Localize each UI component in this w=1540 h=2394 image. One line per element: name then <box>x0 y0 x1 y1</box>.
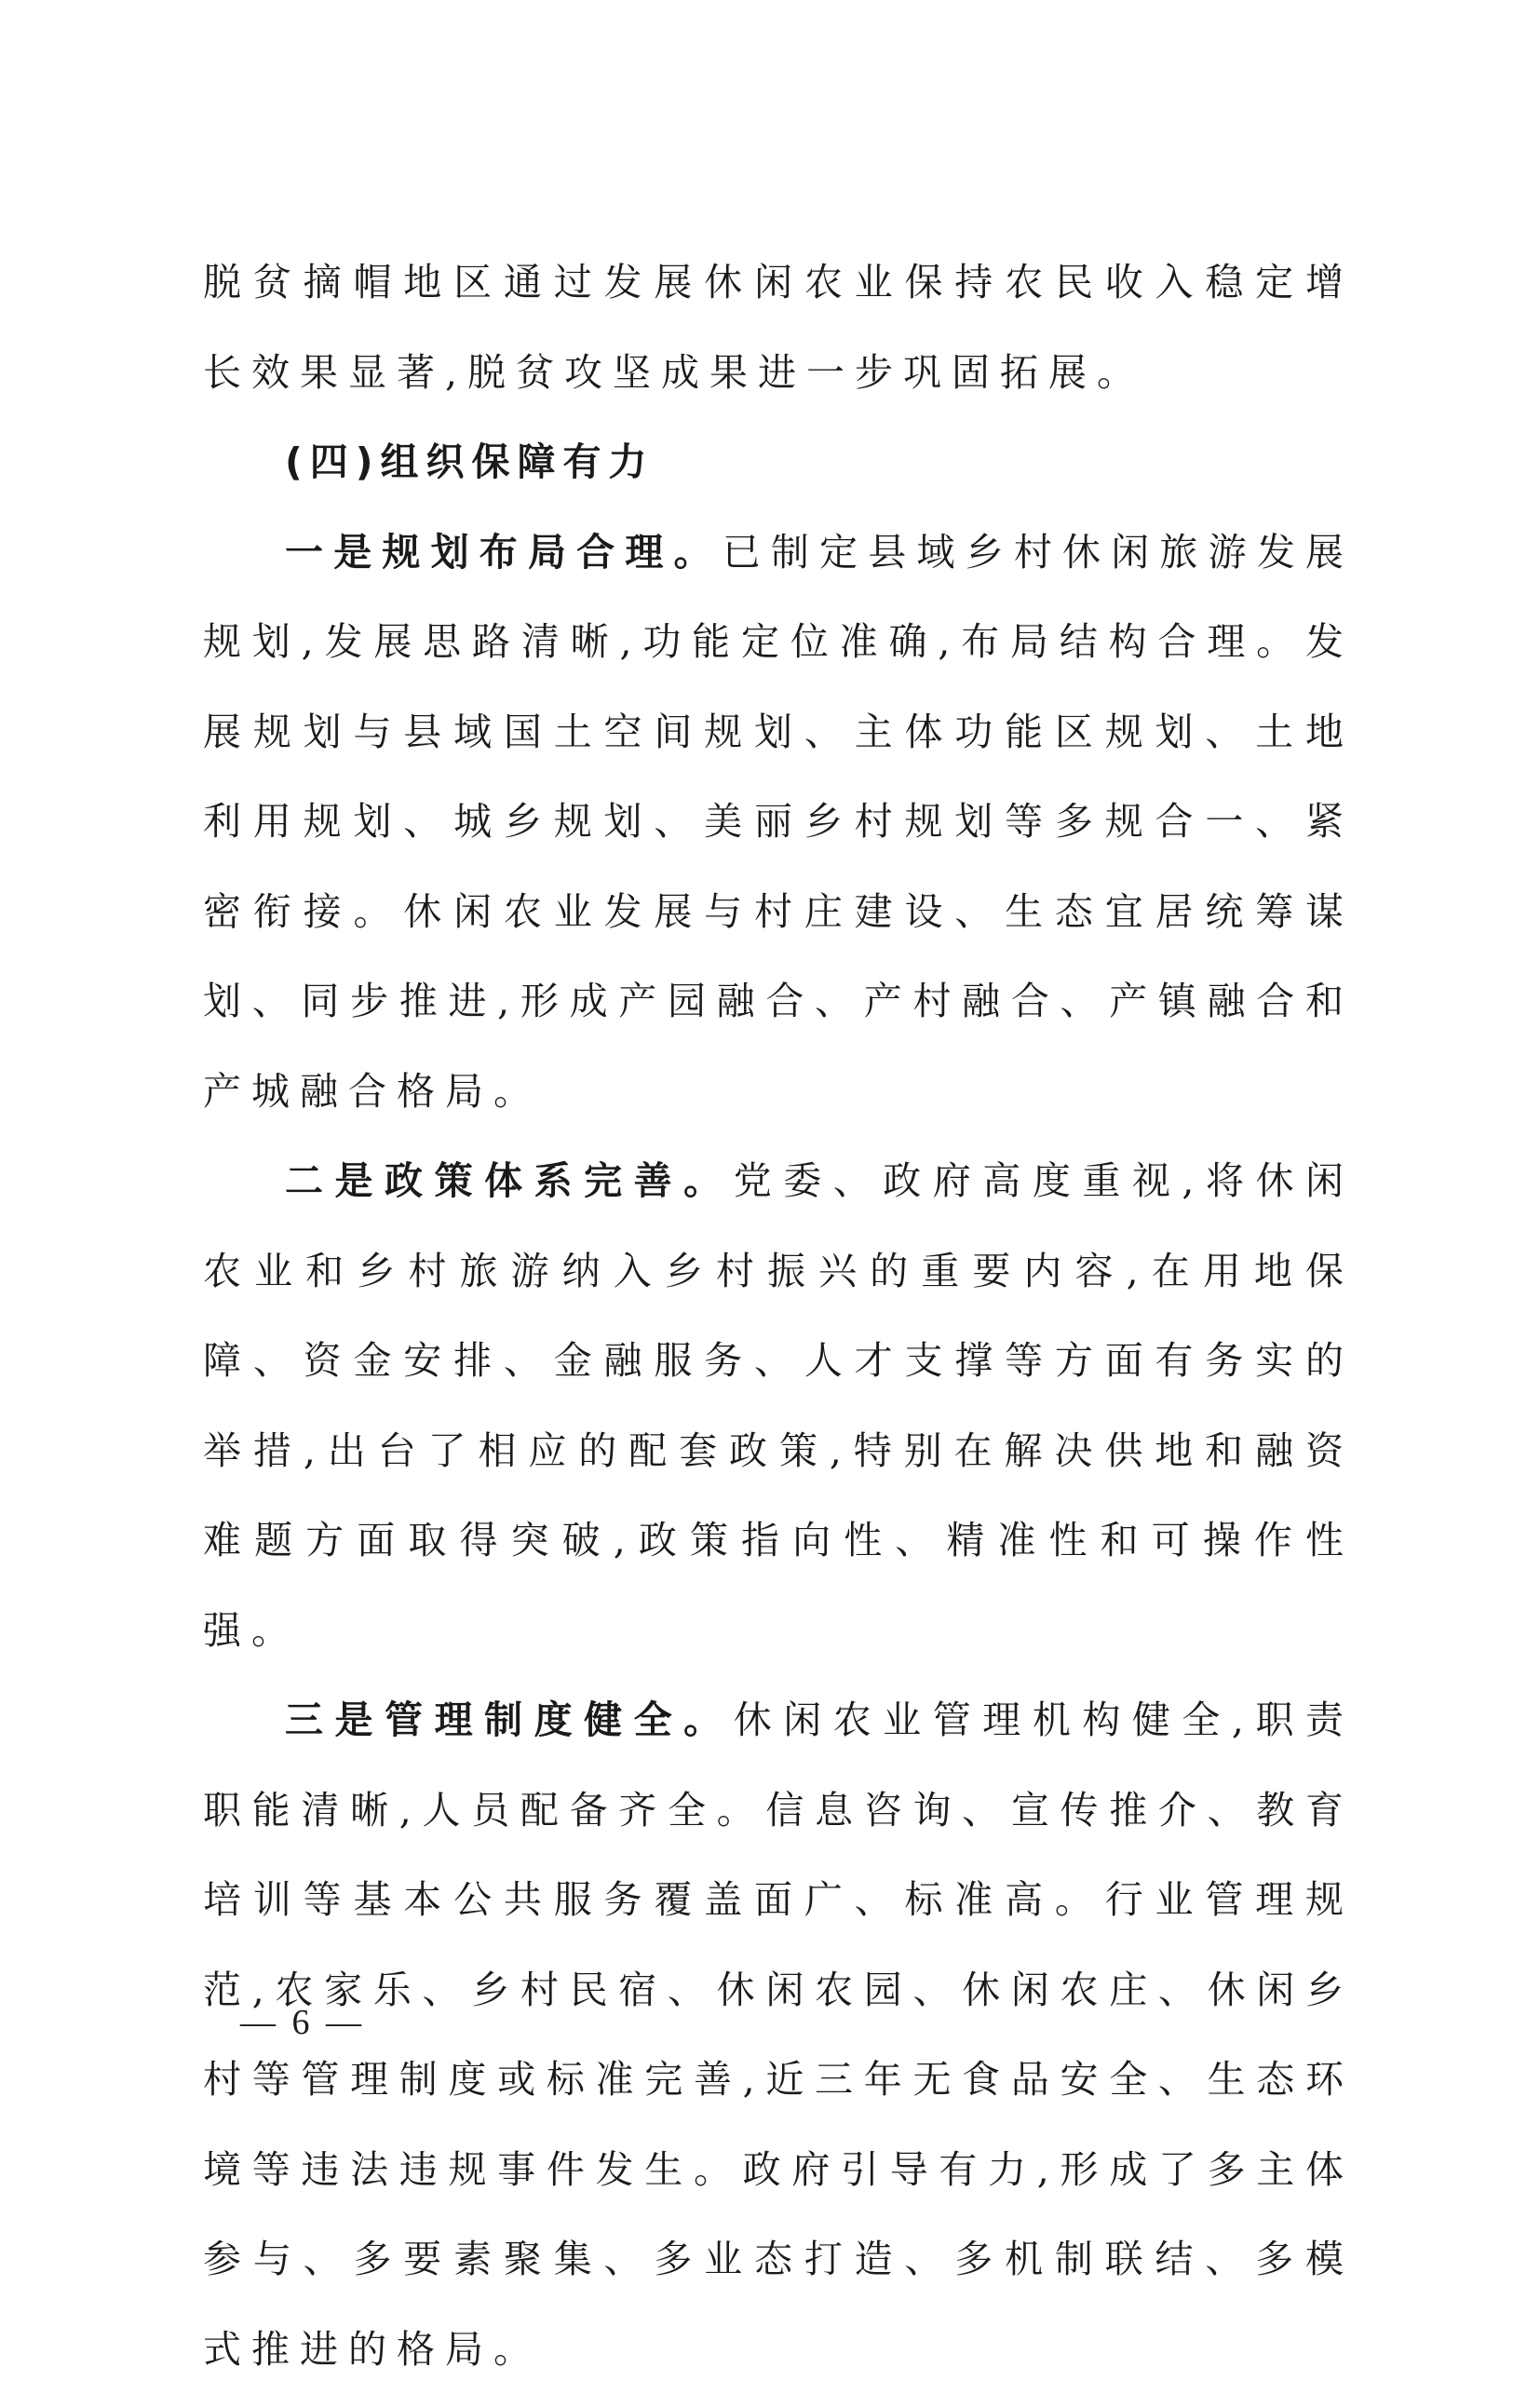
paragraph-text: 党委、政府高度重视,将休闲农业和乡村旅游纳入乡村振兴的重要内容,在用地保障、资金安排、金融服务、人才支撑等方面有务实的举措,出台了相应的配套政策,特别在解决供地和融资难题方面取得突破,政策指向性、精准性和可操作性强。 <box>203 1158 1354 1653</box>
paragraph-text: 已制定县域乡村休闲旅游发展规划,发展思路清晰,功能定位准确,布局结构合理。发展规划与县域国土空间规划、主体功能区规划、土地利用规划、城乡规划、美丽乡村规划等多规合一、紧密衔接。休闲农业发展与村庄建设、生态宜居统筹谋划、同步推进,形成产园融合、产村融合、产镇融合和产城融合格局。 <box>203 529 1355 1114</box>
paragraph-planning <box>203 507 1354 1137</box>
paragraph-management <box>203 1675 1354 2394</box>
document-body <box>203 237 1354 2394</box>
paragraph-lead: 一是规划布局合理。 <box>285 529 723 575</box>
paragraph-lead: 二是政策体系完善。 <box>285 1158 734 1203</box>
section-heading: (四)组织保障有力 <box>285 440 655 484</box>
paragraph-continuation: 脱贫摘帽地区通过发展休闲农业保持农民收入稳定增长效果显著,脱贫攻坚成果进一步巩固拓展。 <box>203 260 1354 395</box>
paragraph-lead: 三是管理制度健全。 <box>285 1697 734 1742</box>
page-number: — 6 — <box>240 2003 365 2042</box>
paragraph-policy <box>203 1136 1354 1675</box>
paragraph-text: 休闲农业管理机构健全,职责职能清晰,人员配备齐全。信息咨询、宣传推介、教育培训等基本公共服务覆盖面广、标准高。行业管理规范,农家乐、乡村民宿、休闲农园、休闲农庄、休闲乡村等管理制度或标准完善,近三年无食品安全、生态环境等违法违规事件发生。政府引导有力,形成了多主体参与、多要素聚集、多业态打造、多机制联结、多模式推进的格局。 <box>203 1697 1354 2372</box>
